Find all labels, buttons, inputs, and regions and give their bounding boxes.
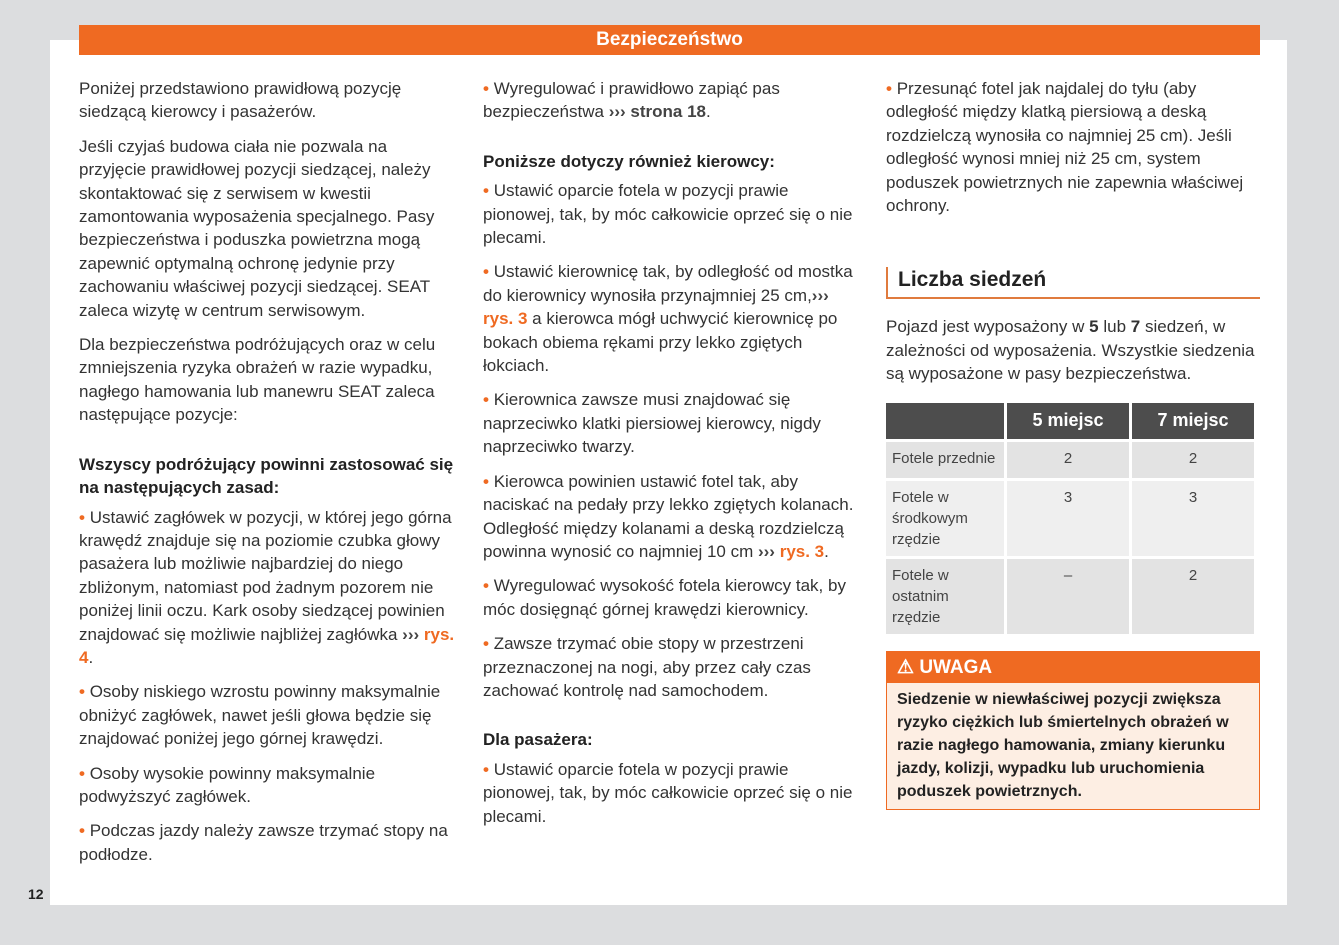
list-item: • Kierownica zawsze musi znajdować się naprzeciwko klatki piersiowej kierowcy, nigdy naprzeciwko twarzy. [483,388,861,458]
list-item: • Wyregulować wysokość fotela kierowcy tak, by móc dosięgnąć górnej krawędzi kierownicy. [483,574,861,621]
column-middle [483,77,861,839]
table-row: Fotele w środkowym rzędzie 3 3 [886,481,1254,556]
column-right [886,77,1260,810]
list-item: • Osoby niskiego wzrostu powinny maksymalnie obniżyć zagłówek, nawet jeśli głowa będzie się znajdować poniżej jego górnej krawędzi. [79,680,457,750]
warning-header: ⚠ UWAGA [887,652,1259,683]
subheading: Poniższe dotyczy również kierowcy: [483,151,775,171]
ref-arrow: ››› [402,624,420,644]
warning-triangle-icon: ⚠ [897,656,915,678]
figure-link[interactable]: rys. 3 [779,541,825,561]
page-number: 12 [28,886,44,902]
list-item: • Kierowca powinien ustawić fotel tak, aby naciskać na pedały przy lekko zgiętych kolanach. Odległość między kolanami a deską rozdzielczą powinna wynosić co najmniej 10 cm ››› rys. 3. [483,470,861,564]
column-left [79,77,457,877]
page-link[interactable]: ››› strona 18 [608,102,706,122]
section-header-bar: Bezpieczeństwo [79,25,1260,55]
list-item: • Ustawić oparcie fotela w pozycji prawie pionowej, tak, by móc całkowicie oprzeć się o nie plecami. [483,758,861,828]
ref-arrow: ››› [757,541,775,561]
table-header-row: 5 miejsc 7 miejsc [886,403,1254,439]
list-item: • Osoby wysokie powinny maksymalnie podwyższyć zagłówek. [79,762,457,809]
intro-paragraph: Poniżej przedstawiono prawidłową pozycję siedzącą kierowcy i pasażerów. [79,79,402,122]
warning-text: Siedzenie w niewłaściwej pozycji zwiększa ryzyko ciężkich lub śmiertelnych obrażeń w razie nagłego hamowania, zmiany kierunku jazdy, kolizji, wypadku lub uruchomienia poduszek powietrznych. [897,690,1229,800]
list-item: • Ustawić zagłówek w pozycji, w której jego górna krawędź znajduje się na poziomie czubka głowy pasażera lub możliwie najbardziej do niego zbliżonym, natomiast pod żadnym pozorem nie poniżej linii oczu. Kark osoby siedzącej powinien znajdować się możliwie najbliżej zagłówka ››› rys. 4. [79,506,457,670]
list-item: • Przesunąć fotel jak najdalej do tyłu (aby odległość między klatką piersiową a deską rozdzielczą wynosiła co najmniej 25 cm). Jeśli odległość wynosi mniej niż 25 cm, system poduszek powietrznych nie zapewnia właściwej ochrony. [886,77,1260,217]
subheading: Dla pasażera: [483,730,593,750]
seats-table [883,400,1257,637]
section-title: Liczba siedzeń [886,267,1260,299]
warning-box [886,651,1260,810]
list-item: • Ustawić kierownicę tak, by odległość od mostka do kierownicy wynosiła przynajmniej 25 cm,››› rys. 3 a kierowca mógł uchwycić kierownicę po bokach obiema rękami przy lekko zgiętych łokciach. [483,260,861,377]
list-item: • Wyregulować i prawidłowo zapiąć pas bezpieczeństwa ››› strona 18. [483,77,861,124]
paragraph: Jeśli czyjaś budowa ciała nie pozwala na przyjęcie prawidłowej pozycji siedzącej, należy skontaktować się z serwisem w kwestii zamontowania wyposażenia specjalnego. Pasy bezpieczeństwa i poduszka powietrzna mogą zapewnić optymalną ochronę jedynie przy zachowaniu właściwej pozycji siedzącej. SEAT zaleca wizytę w centrum serwisowym. [79,136,435,320]
list-item: • Ustawić oparcie fotela w pozycji prawie pionowej, tak, by móc całkowicie oprzeć się o nie plecami. [483,179,861,249]
table-row: Fotele w ostatnim rzędzie – 2 [886,559,1254,634]
list-item: • Podczas jazdy należy zawsze trzymać stopy na podłodze. [79,819,457,866]
figure-link[interactable]: rys. 3 [483,309,528,329]
ref-arrow: ››› [811,285,829,305]
table-row: Fotele przednie 2 2 [886,442,1254,478]
subheading: Wszyscy podróżujący powinni zastosować się na następujących zasad: [79,454,454,498]
list-item: • Zawsze trzymać obie stopy w przestrzeni przeznaczonej na nogi, aby przez cały czas zachować kontrolę nad samochodem. [483,632,861,702]
paragraph: Dla bezpieczeństwa podróżujących oraz w celu zmniejszenia ryzyka obrażeń w razie wypadku, nagłego hamowania lub manewru SEAT zaleca następujące pozycje: [79,335,436,425]
figure-link[interactable]: rys. 4 [79,624,455,667]
paragraph: Pojazd jest wyposażony w 5 lub 7 siedzeń, w zależności od wyposażenia. Wszystkie siedzenia są wyposażone w pasy bezpieczeństwa. [886,317,1255,384]
